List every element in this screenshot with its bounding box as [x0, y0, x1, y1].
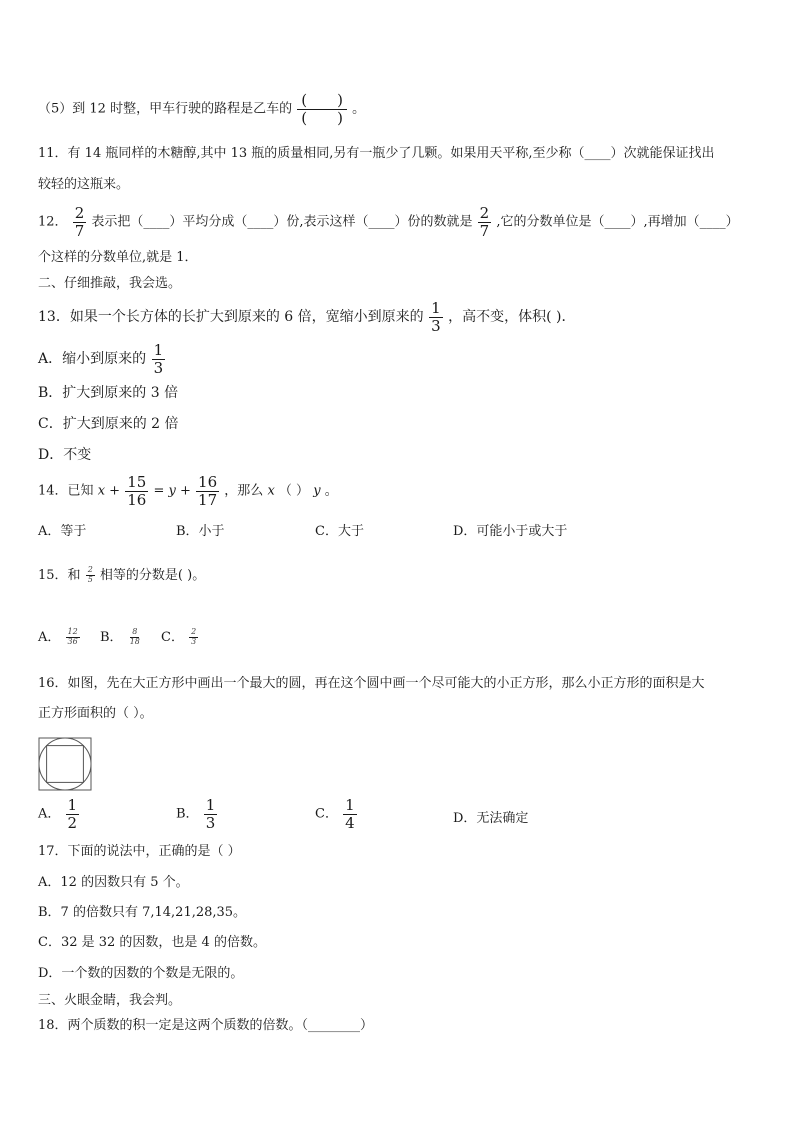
q12-fraction-1: $\frac{2}{7}$ [74, 204, 85, 240]
q14-fraction-1: $\frac{15}{16}$ [127, 473, 147, 509]
q14-option-c: C．大于 [315, 524, 364, 539]
q16-option-c: C． $\frac{1}{4}$ [315, 796, 355, 832]
q16-option-c-fraction: $\frac{1}{4}$ [345, 796, 355, 832]
q12-line1 [38, 205, 739, 239]
q10-part5-suffix: 。 [352, 101, 366, 117]
q17-option-b: B．7 的倍数只有 7,14,21,28,35。 [38, 905, 247, 920]
section-3-heading: 三、火眼金睛，我会判。 [38, 993, 182, 1008]
q18: 18．两个质数的积一定是这两个质数的倍数。（________） [38, 1018, 374, 1033]
q16-line1: 16．如图，先在大正方形中画出一个最大的圆，再在这个圆中画一个尽可能大的小正方形，那么小正方形的面积是大 [38, 676, 705, 691]
q16-option-a: A． $\frac{1}{2}$ [38, 796, 78, 832]
q14-option-b: B．小于 [176, 524, 225, 539]
q15-option-a-fraction: $\frac{12}{36}$ [67, 627, 78, 646]
q17-option-a: A．12 的因数只有 5 个。 [38, 875, 189, 890]
q16-option-b-fraction: $\frac{1}{3}$ [205, 796, 216, 832]
q17-stem: 17．下面的说法中，正确的是（ ） [38, 844, 241, 859]
q13-option-c: C．扩大到原来的 2 倍 [38, 416, 179, 432]
q15-option-a: A． $\frac{12}{36}$ [38, 627, 78, 646]
inner-square [47, 746, 84, 783]
q16-option-b: B． $\frac{1}{3}$ [176, 796, 216, 832]
q14-fraction-2: $\frac{16}{17}$ [198, 473, 218, 509]
q17-option-c: C．32 是 32 的因数，也是 4 的倍数。 [38, 935, 266, 950]
q10-part5 [38, 92, 365, 126]
q12-fraction-2: $\frac{2}{7}$ [479, 204, 490, 240]
q16-option-d: D．无法确定 [453, 811, 529, 826]
q15-stem: 15．和 $\frac{2}{5}$ 相等的分数是( )。 [38, 565, 206, 584]
q13-option-d: D．不变 [38, 447, 92, 463]
q13-option-a-fraction: $\frac{1}{3}$ [153, 341, 164, 377]
q14-option-a: A．等于 [38, 524, 87, 539]
q12-number: 12． [38, 214, 68, 230]
q17-option-d: D．一个数的因数的个数是无限的。 [38, 966, 244, 981]
q13-option-a: A．缩小到原来的 $\frac{1}{3}$ [38, 341, 164, 377]
q12-text-1: 表示把（____）平均分成（____）份,表示这样（____）份的数就是 [91, 214, 473, 230]
q15-option-c: C． $\frac{2}{3}$ [161, 627, 197, 646]
square-circle-square-figure [38, 737, 92, 791]
q15-option-b: B． $\frac{8}{18}$ [100, 627, 140, 646]
q15-fraction: $\frac{2}{5}$ [87, 565, 93, 584]
q15-option-c-fraction: $\frac{2}{3}$ [191, 627, 197, 646]
q13-fraction: $\frac{1}{3}$ [431, 299, 441, 335]
q14-option-d: D．可能小于或大于 [453, 524, 568, 539]
q11-line1: 11．有 14 瓶同样的木糖醇,其中 13 瓶的质量相同,另有一瓶少了几颗。如果用天平称,至少称（____）次就能保证找出 [38, 146, 715, 161]
section-2-heading: 二、仔细推敲，我会选。 [38, 276, 182, 291]
q14-stem: 14．已知 x + $\frac{15}{16}$ = y + $\frac{16}{17}$ ，那么 x （ ） y 。 [38, 473, 338, 509]
q11-line2: 较轻的这瓶来。 [38, 177, 130, 192]
q13-option-b: B．扩大到原来的 3 倍 [38, 385, 179, 401]
q12-text-2: ,它的分数单位是（____）,再增加（____） [496, 214, 739, 230]
q13-stem: 13．如果一个长方体的长扩大到原来的 6 倍，宽缩小到原来的 $\frac{1}{3}$ ，高不变，体积( )． [38, 299, 576, 335]
q10-part5-answer-fraction: $\frac{( )}{( )}$ [297, 92, 347, 126]
q16-option-a-fraction: $\frac{1}{2}$ [67, 796, 78, 832]
q15-option-b-fraction: $\frac{8}{18}$ [129, 627, 140, 646]
q10-part5-prefix: （5）到 12 时整，甲车行驶的路程是乙车的 [38, 101, 293, 117]
q16-line2: 正方形面积的（ ）。 [38, 706, 153, 721]
q12-line2: 个这样的分数单位,就是 1． [38, 250, 198, 265]
